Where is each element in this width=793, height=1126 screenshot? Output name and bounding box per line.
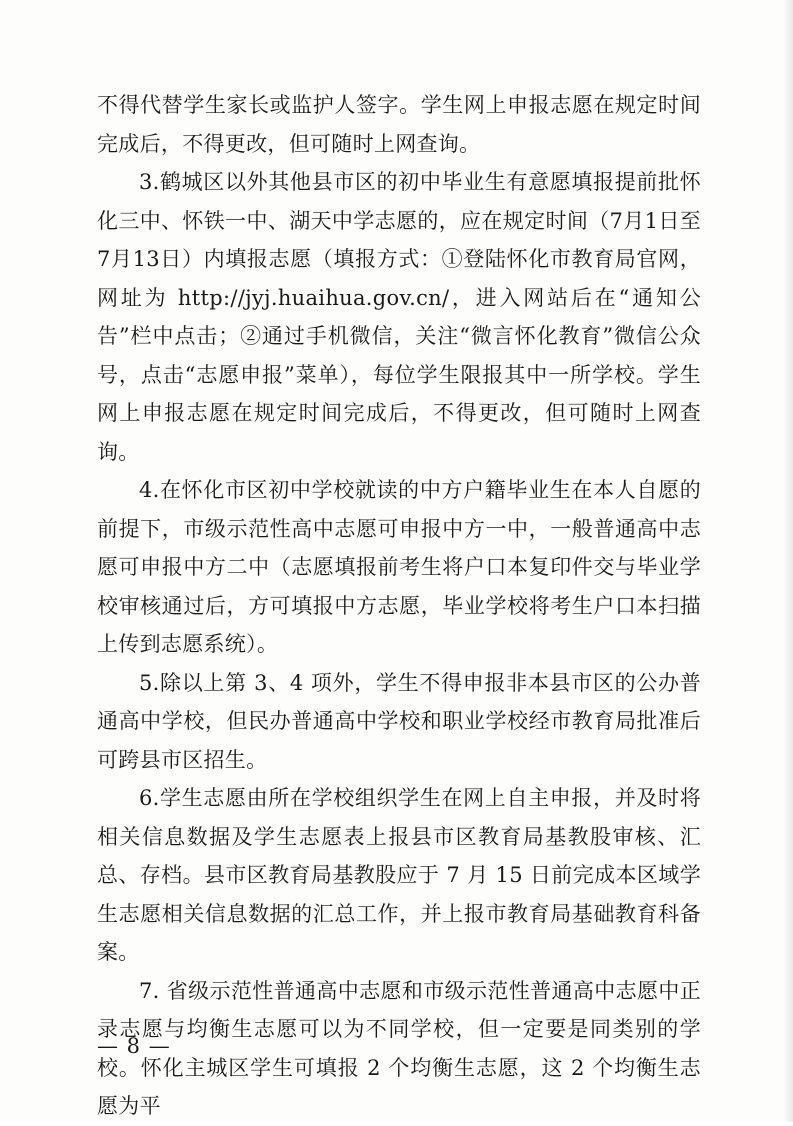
paragraph-item-6: 6.学生志愿由所在学校组织学生在网上自主申报，并及时将相关信息数据及学生志愿表上报县市区教育局基教股审核、汇总、存档。县市区教育局基教股应于 7 月 15 日前完成本区域学生志愿相关信息数据的汇总工作，并上报市教育局基础教育科备案。: [97, 786, 701, 964]
paragraph-item-3: 3.鹤城区以外其他县市区的初中毕业生有意愿填报提前批怀化三中、怀铁一中、湖天中学志愿的，应在规定时间（7月1日至7月13日）内填报志愿（填报方式：①登陆怀化市教育局官网，网址为 http://jyj.huaihua.gov.cn/，进入网站后在“通知公告”栏中点击；②通过手机微信，关注“微言怀化教育”微信公众号，点击“志愿申报”菜单），每位学生限报其中一所学校。学生网上申报志愿在规定时间完成后，不得更改，但可随时上网查询。: [97, 170, 701, 464]
paragraph-continuation: 不得代替学生家长或监护人签字。学生网上申报志愿在规定时间完成后，不得更改，但可随时上网查询。: [97, 93, 701, 156]
paragraph-item-4: 4.在怀化市区初中学校就读的中方户籍毕业生在本人自愿的前提下，市级示范性高中志愿可申报中方一中，一般普通高中志愿可申报中方二中（志愿填报前考生将户口本复印件交与毕业学校审核通过后，方可填报中方志愿，毕业学校将考生户口本扫描上传到志愿系统）。: [97, 478, 701, 656]
paragraph-item-5: 5.除以上第 3、4 项外，学生不得申报非本县市区的公办普通高中学校，但民办普通高中学校和职业学校经市教育局批准后可跨县市区招生。: [97, 670, 701, 772]
scan-edge-shadow: [783, 0, 793, 1122]
paragraph-item-7: 7. 省级示范性普通高中志愿和市级示范性普通高中志愿中正录志愿与均衡生志愿可以为不同学校，但一定要是同类别的学校。怀化主城区学生可填报 2 个均衡生志愿，这 2 个均衡生志愿为平: [97, 978, 701, 1118]
document-body: [97, 86, 701, 1126]
page-number: — 8 —: [97, 1034, 171, 1058]
